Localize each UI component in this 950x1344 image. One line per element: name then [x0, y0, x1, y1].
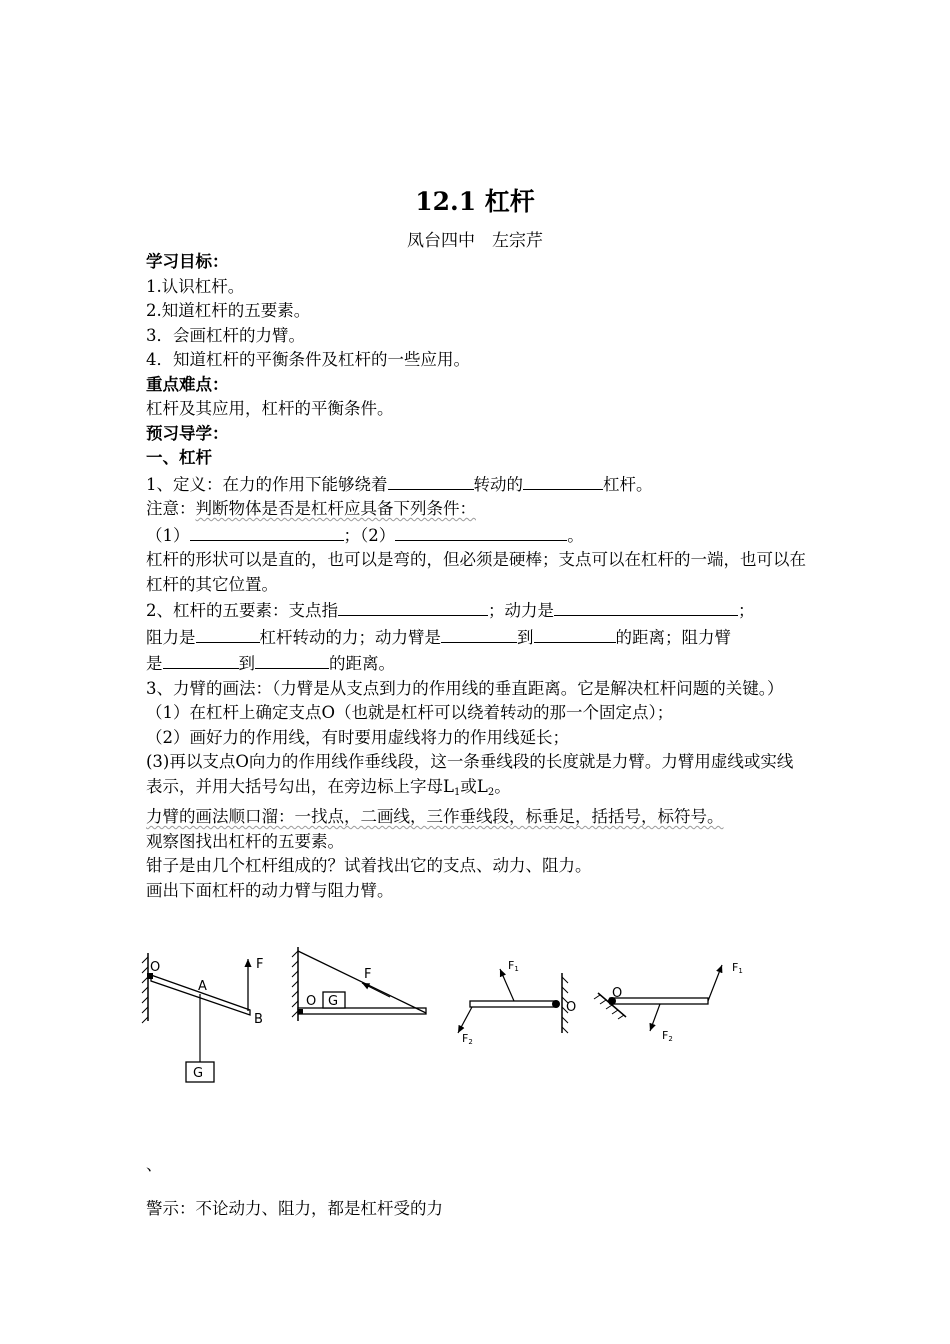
five-elements-line — [146, 597, 806, 624]
pivot-point — [552, 1000, 560, 1008]
label-b: B — [254, 1012, 263, 1027]
blank-field[interactable] — [338, 597, 488, 616]
arm-step-text: (3)再以支点O向力的作用线作垂线段，这一条垂线段的长度就是力臂。力臂用虚线或实线表示，并用大括号勾出，在旁边标上字母L — [146, 752, 794, 796]
condition-label: （1） — [146, 525, 190, 545]
arm-drawing-paragraph: 3、力臂的画法：（力臂是从支点到力的作用线的垂直距离。它是解决杠杆问题的关键。） — [146, 678, 784, 698]
section-heading-lever: 一、杠杆 — [146, 448, 212, 467]
label-o: O — [150, 960, 161, 975]
objective-item: 3．会画杠杆的力臂。 — [146, 325, 305, 345]
label-f1: F1 — [508, 959, 519, 973]
label-o: O — [612, 986, 623, 1001]
lever-bar — [470, 1001, 556, 1007]
blank-field[interactable] — [255, 650, 329, 669]
force-arrow — [362, 983, 390, 997]
five-elements-text: 是 — [146, 654, 163, 673]
wall-hatching — [292, 951, 298, 1017]
stray-mark: 、 — [146, 1155, 163, 1174]
blank-field[interactable] — [395, 522, 567, 541]
objective-item: 4．知道杠杆的平衡条件及杠杆的一些应用。 — [146, 350, 470, 369]
five-elements-line — [146, 650, 806, 677]
rhyme-line: 力臂的画法顺口溜：一找点，二画线，三作垂线段，标垂足，括括号，标符号。 — [146, 807, 724, 826]
worksheet-body — [146, 250, 806, 903]
force-arrow-f1 — [500, 969, 514, 1001]
blank-field[interactable] — [441, 624, 517, 643]
label-g: G — [193, 1066, 204, 1081]
wall-hatching — [142, 957, 148, 1023]
five-elements-text: 到 — [238, 654, 255, 673]
label-g: G — [328, 994, 339, 1009]
lever-figures — [138, 945, 798, 1085]
condition-label: ；（2） — [343, 525, 396, 545]
blank-field[interactable] — [196, 624, 260, 643]
shape-paragraph: 杠杆的形状可以是直的，也可以是弯的，但必须是硬棒；支点可以在杠杆的一端，也可以在杠杆的其它位置。 — [146, 550, 806, 594]
key-points-text: 杠杆及其应用，杠杆的平衡条件。 — [146, 399, 394, 418]
five-elements-text: 的距离；阻力臂 — [615, 627, 731, 647]
five-elements-text: ；动力是 — [488, 601, 554, 620]
label-a: A — [198, 979, 207, 994]
pliers-question: 钳子是由几个杠杆组成的？试着找出它的支点、动力、阻力。 — [146, 856, 592, 875]
lever-bar — [610, 998, 708, 1004]
five-elements-text: 到 — [517, 627, 534, 647]
objective-item: 1.认识杠杆。 — [146, 276, 245, 296]
blank-field[interactable] — [190, 522, 344, 541]
warning-line: 警示：不论动力、阻力，都是杠杆受的力 — [146, 1199, 443, 1218]
author-line: 凤台四中 左宗芹 — [407, 231, 543, 251]
observe-line: 观察图找出杠杆的五要素。 — [146, 831, 344, 851]
blank-field[interactable] — [163, 650, 239, 669]
five-elements-text: ； — [738, 601, 755, 620]
lever-bar — [298, 1008, 426, 1014]
figure-3-lever — [458, 959, 576, 1046]
force-arrow-f1 — [708, 965, 722, 1001]
objective-item: 2.知道杠杆的五要素。 — [146, 301, 311, 320]
five-elements-line — [146, 624, 806, 651]
support-rope — [298, 951, 426, 1013]
label-f: F — [364, 967, 372, 982]
definition-line — [146, 471, 806, 498]
definition-text: 转动的 — [473, 474, 523, 494]
preview-heading: 预习导学： — [146, 423, 229, 443]
arm-step — [146, 750, 806, 805]
note-prefix: 注意： — [146, 499, 196, 518]
figure-1-lever — [142, 953, 263, 1082]
label-f2: F2 — [462, 1032, 473, 1046]
five-elements-text: 2、杠杆的五要素：支点指 — [146, 601, 338, 620]
subscript: 2 — [487, 786, 495, 798]
subscript: 1 — [453, 786, 461, 798]
force-arrow-f2 — [458, 1007, 472, 1033]
page-title: 12.1 杠杆 — [415, 187, 535, 216]
pivot-point — [298, 1009, 303, 1014]
condition-end: 。 — [567, 525, 584, 545]
lever-diagrams — [138, 945, 798, 1085]
definition-text: 1、定义：在力的作用下能够绕着 — [146, 474, 388, 494]
label-o: O — [566, 1000, 577, 1015]
conditions-line — [146, 522, 806, 549]
note-line — [146, 497, 806, 522]
key-points-heading: 重点难点： — [146, 374, 229, 394]
arm-step: （1）在杠杆上确定支点O（也就是杠杆可以绕着转动的那一个固定点）； — [146, 703, 674, 722]
five-elements-text: 的距离。 — [329, 654, 395, 673]
label-o: O — [306, 994, 317, 1009]
label-f2: F2 — [662, 1029, 673, 1043]
figure-4-lever — [594, 961, 743, 1043]
blank-field[interactable] — [388, 471, 474, 490]
five-elements-text: 阻力是 — [146, 627, 196, 647]
arm-step: （2）画好力的作用线，有时要用虚线将力的作用线延长； — [146, 727, 569, 747]
arm-step-text: 或L — [460, 776, 488, 796]
label-f1: F1 — [732, 961, 743, 975]
definition-text: 杠杆。 — [603, 474, 653, 494]
arm-step-text: 。 — [494, 776, 511, 796]
five-elements-text: 杠杆转动的力；动力臂是 — [259, 627, 441, 647]
note-text: 判断物体是否是杠杆应具备下列条件： — [195, 499, 476, 518]
blank-field[interactable] — [523, 471, 603, 490]
force-arrow-f2 — [650, 1004, 660, 1031]
blank-field[interactable] — [554, 597, 738, 616]
draw-instruction: 画出下面杠杆的动力臂与阻力臂。 — [146, 880, 394, 900]
figure-2-lever — [292, 947, 426, 1021]
objectives-heading: 学习目标： — [146, 252, 229, 271]
label-f: F — [256, 957, 264, 972]
blank-field[interactable] — [534, 624, 616, 643]
